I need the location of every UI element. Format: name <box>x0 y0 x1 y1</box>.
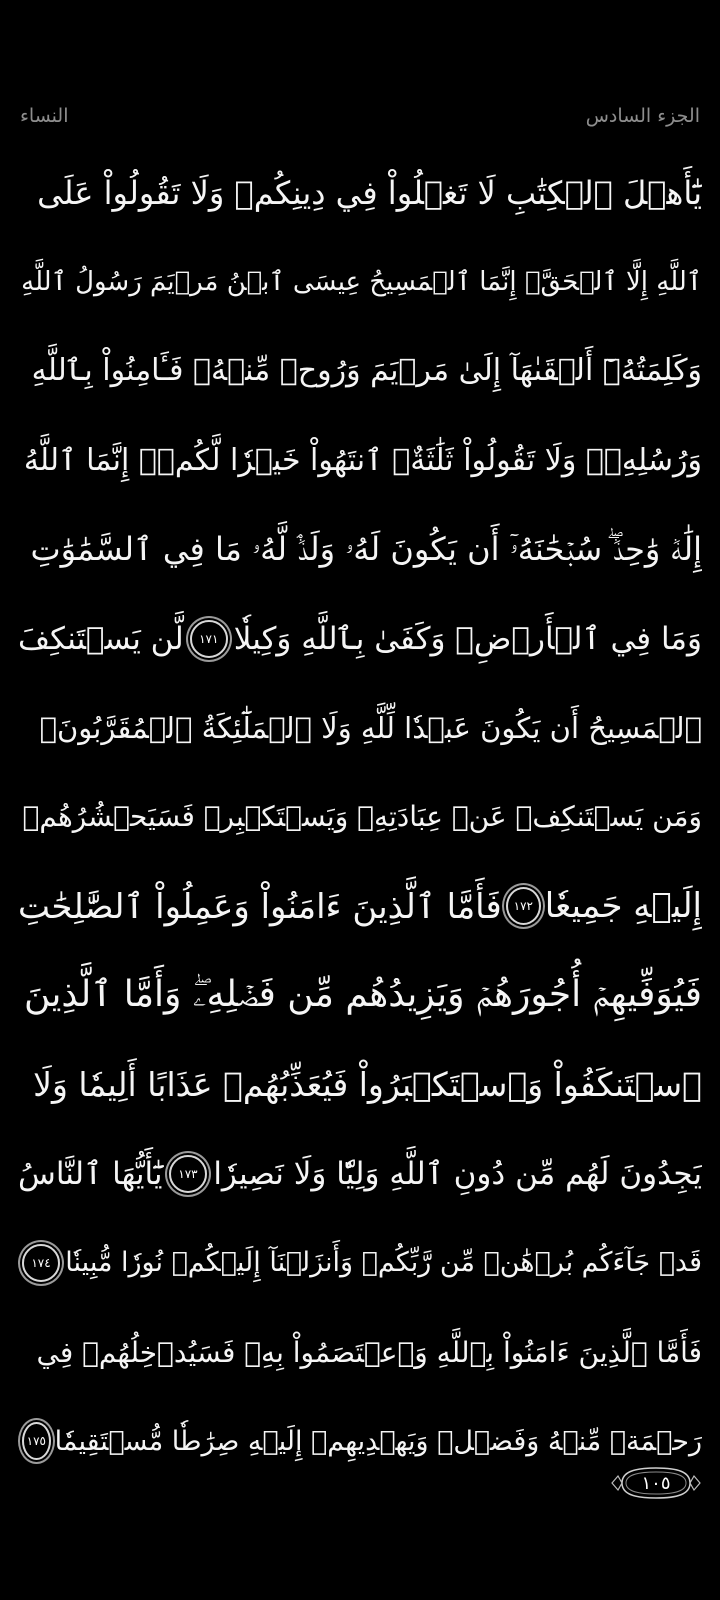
verse-text: فَأَمَّا ٱلَّذِينَ ءَامَنُواْ وَعَمِلُواْ ٱلصَّٰلِحَٰتِ <box>18 886 502 927</box>
verse-text: لَّن يَسۡتَنكِفَ <box>18 620 184 657</box>
page-header <box>20 100 700 132</box>
verse-line <box>18 148 702 237</box>
verse-line <box>18 951 702 1040</box>
verse-line <box>18 594 702 683</box>
verse-text: وَمَن يَسۡتَنكِفۡ عَنۡ عِبَادَتِهِۦ وَيَسۡتَكۡبِرۡ فَسَيَحۡشُرُهُمۡ <box>22 800 702 834</box>
ayah-number-marker: ١٧٢ <box>506 887 541 925</box>
surah-name: النساء <box>20 105 69 127</box>
ayah-number-marker: ١٧٣ <box>169 1155 207 1193</box>
verse-line <box>18 1129 702 1218</box>
ayah-number-marker: ١٧٥ <box>22 1422 51 1460</box>
verse-text: ٱسۡتَنكَفُواْ وَٱسۡتَكۡبَرُواْ فَيُعَذِّبُهُمۡ عَذَابًا أَلِيمٗا وَلَا <box>33 1064 702 1104</box>
quran-page-text <box>18 148 702 1486</box>
verse-line <box>18 237 702 326</box>
verse-text: إِلَٰهٞ وَٰحِدٞۖ سُبۡحَٰنَهُۥٓ أَن يَكُونَ لَهُۥ وَلَدٞۘ لَّهُۥ مَا فِي ٱلسَّمَٰوَٰتِ <box>30 529 702 568</box>
verse-text: ٱللَّهِ إِلَّا ٱلۡحَقَّۚ إِنَّمَا ٱلۡمَسِيحُ عِيسَى ٱبۡنُ مَرۡيَمَ رَسُولُ ٱللَّهِ <box>21 266 702 297</box>
verse-line <box>18 1218 702 1307</box>
verse-text: يَٰٓأَهۡلَ ٱلۡكِتَٰبِ لَا تَغۡلُواْ فِي دِينِكُمۡ وَلَا تَقُولُواْ عَلَى <box>37 173 702 212</box>
page-number-badge <box>610 1464 702 1502</box>
verse-text: وَكَلِمَتُهُۥٓ أَلۡقَىٰهَآ إِلَىٰ مَرۡيَمَ وَرُوحٞ مِّنۡهُۖ فَـَٔامِنُواْ بِٱللَّهِ <box>31 353 702 389</box>
verse-line <box>18 416 702 505</box>
ayah-number-marker: ١٧١ <box>190 620 228 658</box>
page-number: ١٠٥ <box>641 1472 671 1494</box>
juz-name: الجزء السادس <box>585 105 700 127</box>
verse-line <box>18 772 702 861</box>
verse-text: فَيُوَفِّيهِمۡ أُجُورَهُمۡ وَيَزِيدُهُم مِّن فَضۡلِهِۦۖ وَأَمَّا ٱلَّذِينَ <box>23 974 702 1016</box>
verse-line <box>18 1307 702 1396</box>
verse-text: فَأَمَّا ٱلَّذِينَ ءَامَنُواْ بِٱللَّهِ وَٱعۡتَصَمُواْ بِهِۦ فَسَيُدۡخِلُهُمۡ فِي <box>36 1335 702 1369</box>
verse-text: وَرُسُلِهِۦۖ وَلَا تَقُولُواْ ثَلَٰثَةٌۚ ٱنتَهُواْ خَيۡرٗا لَّكُمۡۚ إِنَّمَا ٱللَّهُ <box>23 442 702 478</box>
verse-line <box>18 862 702 951</box>
verse-line <box>18 505 702 594</box>
verse-line <box>18 683 702 772</box>
verse-text: يَٰٓأَيُّهَا ٱلنَّاسُ <box>18 1155 163 1192</box>
verse-line <box>18 1040 702 1129</box>
verse-line <box>18 326 702 415</box>
verse-text: ٱلۡمَسِيحُ أَن يَكُونَ عَبۡدٗا لِّلَّهِ وَلَا ٱلۡمَلَٰٓئِكَةُ ٱلۡمُقَرَّبُونَۚ <box>39 710 702 745</box>
verse-text: قَدۡ جَآءَكُم بُرۡهَٰنٞ مِّن رَّبِّكُمۡ وَأَنزَلۡنَآ إِلَيۡكُمۡ نُورٗا مُّبِينٗا <box>65 1247 702 1279</box>
verse-text: رَحۡمَةٖ مِّنۡهُ وَفَضۡلٖ وَيَهۡدِيهِمۡ إِلَيۡهِ صِرَٰطٗا مُّسۡتَقِيمٗا <box>54 1425 702 1457</box>
verse-line <box>18 1397 702 1486</box>
ayah-number-marker: ١٧٤ <box>22 1244 60 1282</box>
verse-text: إِلَيۡهِ جَمِيعٗا <box>544 886 702 927</box>
verse-text: يَجِدُونَ لَهُم مِّن دُونِ ٱللَّهِ وَلِيّٗا وَلَا نَصِيرٗا <box>213 1155 702 1192</box>
verse-text: وَمَا فِي ٱلۡأَرۡضِۗ وَكَفَىٰ بِٱللَّهِ وَكِيلٗا <box>233 620 702 657</box>
